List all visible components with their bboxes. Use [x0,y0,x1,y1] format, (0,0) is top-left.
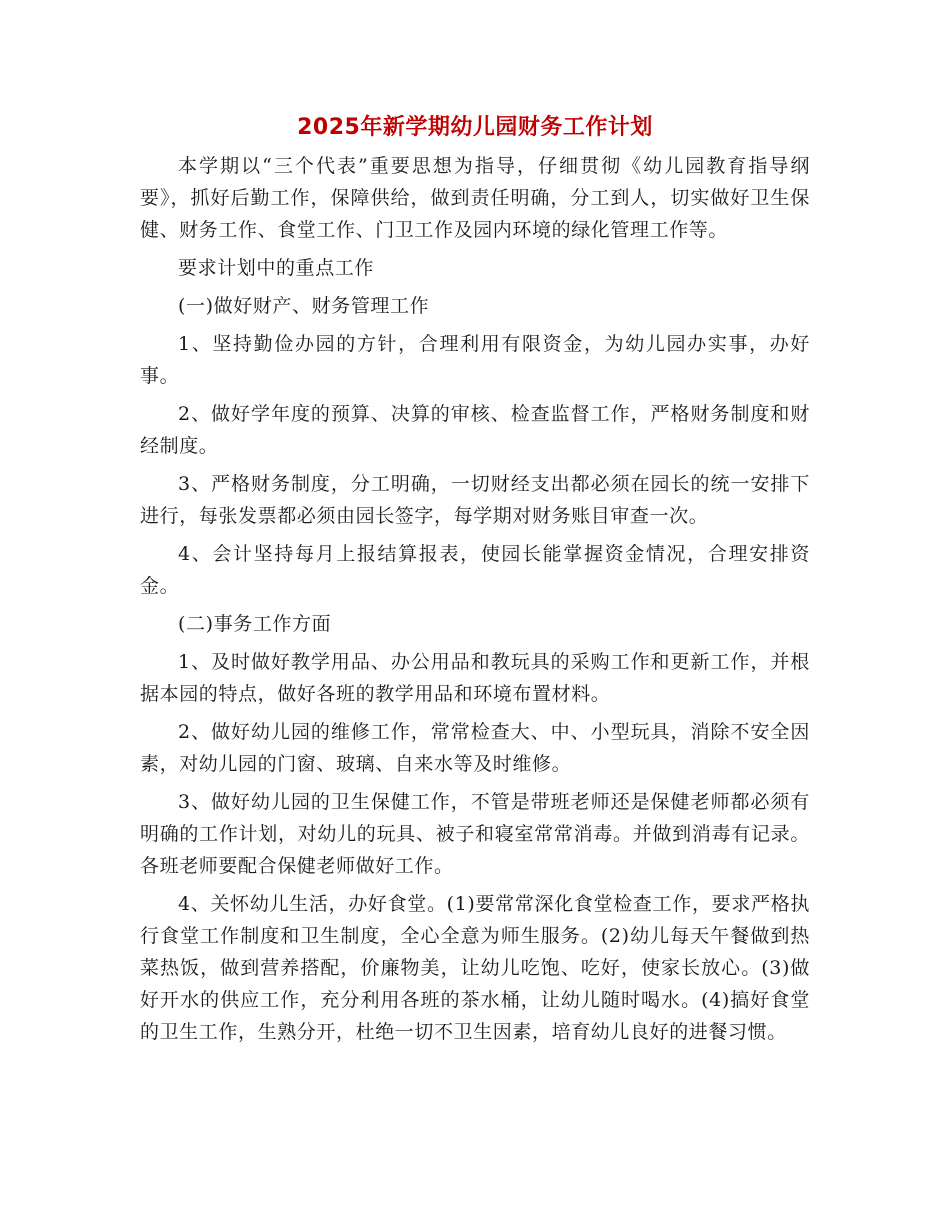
paragraph-affairs-2: 2、做好幼儿园的维修工作，常常检查大、中、小型玩具，消除不安全因素，对幼儿园的门窗、玻璃、自来水等及时维修。 [140,721,810,775]
paragraph-intro: 本学期以“三个代表”重要思想为指导，仔细贯彻《幼儿园教育指导纲要》，抓好后勤工作，保障供给，做到责任明确，分工到人，切实做好卫生保健、财务工作、食堂工作、门卫工作及园内环境的绿化管理工作等。 [140,155,810,241]
paragraph-finance-1: 1、坚持勤俭办园的方针，合理利用有限资金，为幼儿园办实事，办好事。 [140,333,810,387]
section-heading-finance: (一)做好财产、财务管理工作 [178,295,430,317]
document-title: 2025年新学期幼儿园财务工作计划 [297,115,653,140]
paragraph-affairs-1: 1、及时做好教学用品、办公用品和教玩具的采购工作和更新工作，并根据本园的特点，做好各班的教学用品和环境布置材料。 [140,651,810,705]
paragraph-heading-key-work: 要求计划中的重点工作 [178,257,375,279]
paragraph-finance-4: 4、会计坚持每月上报结算报表，使园长能掌握资金情况，合理安排资金。 [140,543,810,597]
document-body [140,150,810,1054]
paragraph-affairs-4: 4、关怀幼儿生活，办好食堂。(1)要常常深化食堂检查工作，要求严格执行食堂工作制度和卫生制度，全心全意为师生服务。(2)幼儿每天午餐做到热菜热饭，做到营养搭配，价廉物美，让幼儿吃饱、吃好，使家长放心。(3)做好开水的供应工作，充分利用各班的茶水桶，让幼儿随时喝水。(4)搞好食堂的卫生工作，生熟分开，杜绝一切不卫生因素，培育幼儿良好的进餐习惯。 [140,893,810,1043]
paragraph-finance-3: 3、严格财务制度，分工明确，一切财经支出都必须在园长的统一安排下进行，每张发票都必须由园长签字，每学期对财务账目审查一次。 [140,473,810,527]
paragraph-affairs-3: 3、做好幼儿园的卫生保健工作，不管是带班老师还是保健老师都必须有明确的工作计划，对幼儿的玩具、被子和寝室常常消毒。并做到消毒有记录。各班老师要配合保健老师做好工作。 [140,791,810,877]
section-heading-affairs: (二)事务工作方面 [178,613,332,635]
paragraph-finance-2: 2、做好学年度的预算、决算的审核、检查监督工作，严格财务制度和财经制度。 [140,403,810,457]
